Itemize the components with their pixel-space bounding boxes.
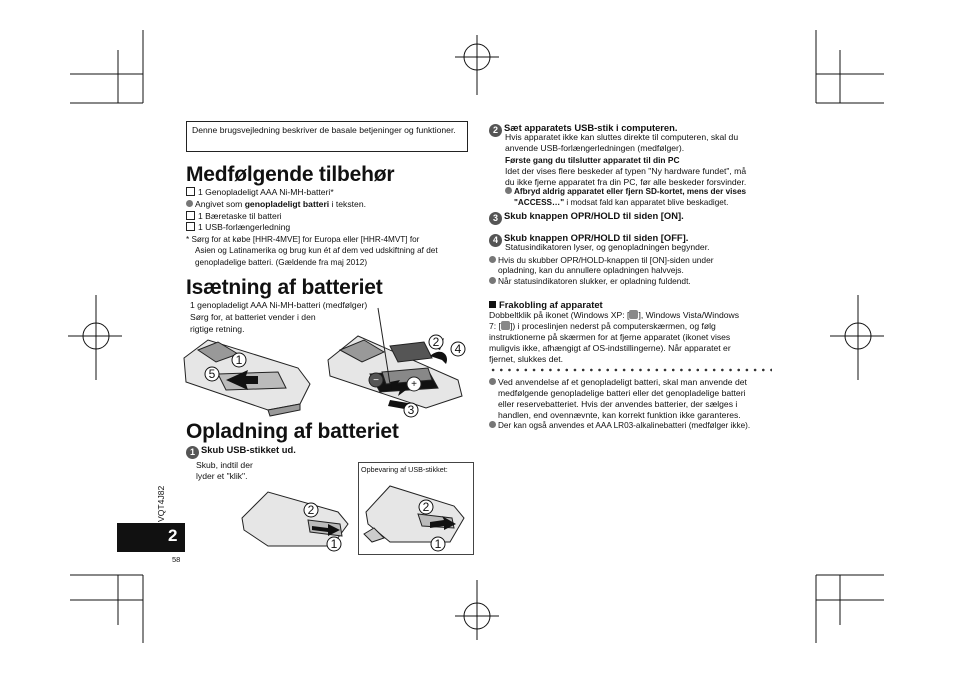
marker-2: 2 xyxy=(422,500,430,514)
square-bullet-icon xyxy=(489,301,496,308)
step-2: 2 Sæt apparatets USB-stik i computeren. xyxy=(489,121,677,137)
step-2-text: Hvis apparatet ikke kan sluttes direkte til computeren, skal du xyxy=(505,132,739,142)
bullet-icon xyxy=(489,421,496,428)
accessory-item: 1 USB-forlængerledning xyxy=(186,222,290,233)
battery-insert-title: Isætning af batteriet xyxy=(186,276,383,299)
warning-text: "ACCESS…" i modsat fald kan apparatet blive beskadiget. xyxy=(514,198,729,207)
note-text: Ved anvendelse af et genopladeligt batteri, skal man anvende det xyxy=(489,377,747,388)
step-3: 3 Skub knappen OPR/HOLD til siden [ON]. xyxy=(489,209,684,225)
bullet-icon xyxy=(489,256,496,263)
marker-1: 1 xyxy=(330,537,338,551)
battery-minus-label: − xyxy=(373,375,379,386)
marker-2: 2 xyxy=(432,335,440,349)
step-2-text: anvende USB-forlængerledningen (medfølger). xyxy=(505,143,685,153)
accessory-item: 1 Genopladeligt AAA Ni-MH-batteri* xyxy=(186,187,334,198)
marker-2: 2 xyxy=(307,503,315,517)
footnote: * Sørg for at købe [HHR-4MVE] for Europa eller [HHR-4MVT] for xyxy=(186,235,420,244)
footnote: Asien og Latinamerika og brug kun ét af dem ved udskiftning af det xyxy=(195,246,438,255)
footnote: genopladelige batteri. (Gældende fra maj 2012) xyxy=(195,258,368,267)
bullet-icon xyxy=(186,200,193,207)
first-time-heading: Første gang du tilslutter apparatet til din PC xyxy=(505,155,680,165)
marker-1: 1 xyxy=(434,537,442,551)
step-4: 4 Skub knappen OPR/HOLD til siden [OFF]. xyxy=(489,231,688,247)
model-code: VQT4J82 xyxy=(156,485,166,522)
step-1: 1 Skub USB-stikket ud. xyxy=(186,443,296,459)
marker-3: 3 xyxy=(407,403,415,417)
dotted-divider xyxy=(489,368,772,372)
first-time-text: du ikke fjerne apparatet fra din PC, før alle beskeder forsvinder. xyxy=(505,177,747,187)
marker-4: 4 xyxy=(454,342,462,356)
marker-5: 5 xyxy=(208,367,216,381)
note-text: medfølgende genopladelige batteri eller det genopladelige batteri xyxy=(498,388,746,398)
bullet-text: Hvis du skubber OPR/HOLD-knappen til [ON]-siden under xyxy=(489,255,714,266)
bullet-icon xyxy=(505,187,512,194)
checkbox-icon xyxy=(186,187,195,196)
step-number-icon: 4 xyxy=(489,234,502,247)
accessories-title: Medfølgende tilbehør xyxy=(186,163,395,186)
usb-slide-illustration xyxy=(238,484,358,554)
page-tab-number: 2 xyxy=(168,526,178,545)
accessory-note: Angivet som genopladeligt batteri i teksten. xyxy=(186,199,366,210)
step-number-icon: 1 xyxy=(186,446,199,459)
bullet-icon xyxy=(489,378,496,385)
bullet-text: opladning, kan du annullere opladningen halvvejs. xyxy=(498,265,684,275)
disconnect-text: instruktionerne på skærmen for at fjerne apparatet (ikonet vises xyxy=(489,332,731,342)
bullet-icon xyxy=(489,277,496,284)
disconnect-text: fjernet, slukkes det. xyxy=(489,354,564,364)
eject-icon xyxy=(501,321,510,330)
disconnect-text: muligvis ikke, afhængigt af OS-indstillingerne). Når apparatet er xyxy=(489,343,731,353)
notice-box xyxy=(186,121,468,152)
slide-note: Skub, indtil der xyxy=(196,460,253,470)
accessory-item: 1 Bæretaske til batteri xyxy=(186,211,282,222)
disconnect-text: 7: [ ]) i proceslinjen nederst på computerskærmen, og følg xyxy=(489,321,716,331)
slide-note: lyder et "klik". xyxy=(196,471,248,481)
warning-text: Afbryd aldrig apparatet eller fjern SD-kortet, mens der vises xyxy=(505,186,746,197)
note-text: handlen, end ovennævnte, kan korrekt funktion ikke garanteres. xyxy=(498,410,741,420)
step-number-icon: 3 xyxy=(489,212,502,225)
checkbox-icon xyxy=(186,222,195,231)
note-text: Der kan også anvendes et AAA LR03-alkalinebatteri (medfølger ikke). xyxy=(489,420,750,431)
battery-desc: Sørg for, at batteriet vender i den xyxy=(190,312,316,322)
marker-1: 1 xyxy=(235,353,243,367)
page-number: 58 xyxy=(172,555,181,564)
usb-storage-label: Opbevaring af USB-stikket: xyxy=(361,465,448,474)
battery-desc: 1 genopladeligt AAA Ni-MH-batteri (medfølger) xyxy=(190,300,368,310)
disconnect-heading: Frakobling af apparatet xyxy=(489,298,603,311)
note-text: eller reservebatteriet. Hvis der anvendes batterier, der sælges i xyxy=(498,399,738,409)
battery-plus-label: + xyxy=(411,379,417,390)
bullet-text: Når statusindikatoren slukker, er opladning fuldendt. xyxy=(489,276,691,287)
battery-desc: rigtige retning. xyxy=(190,324,245,334)
disconnect-text: Dobbeltklik på ikonet (Windows XP: [ ], Windows Vista/Windows xyxy=(489,310,740,320)
step-4-text: Statusindikatoren lyser, og genopladningen begynder. xyxy=(505,242,710,252)
first-time-text: Idet der vises flere beskeder af typen "Ny hardware fundet", må xyxy=(505,166,747,176)
checkbox-icon xyxy=(186,211,195,220)
step-number-icon: 2 xyxy=(489,124,502,137)
battery-insert-illustration xyxy=(178,306,470,420)
usb-storage-illustration xyxy=(360,478,470,552)
charging-title: Opladning af batteriet xyxy=(186,420,399,443)
notice-text: Denne brugsvejledning beskriver de basale betjeninger og funktioner. xyxy=(192,125,456,135)
